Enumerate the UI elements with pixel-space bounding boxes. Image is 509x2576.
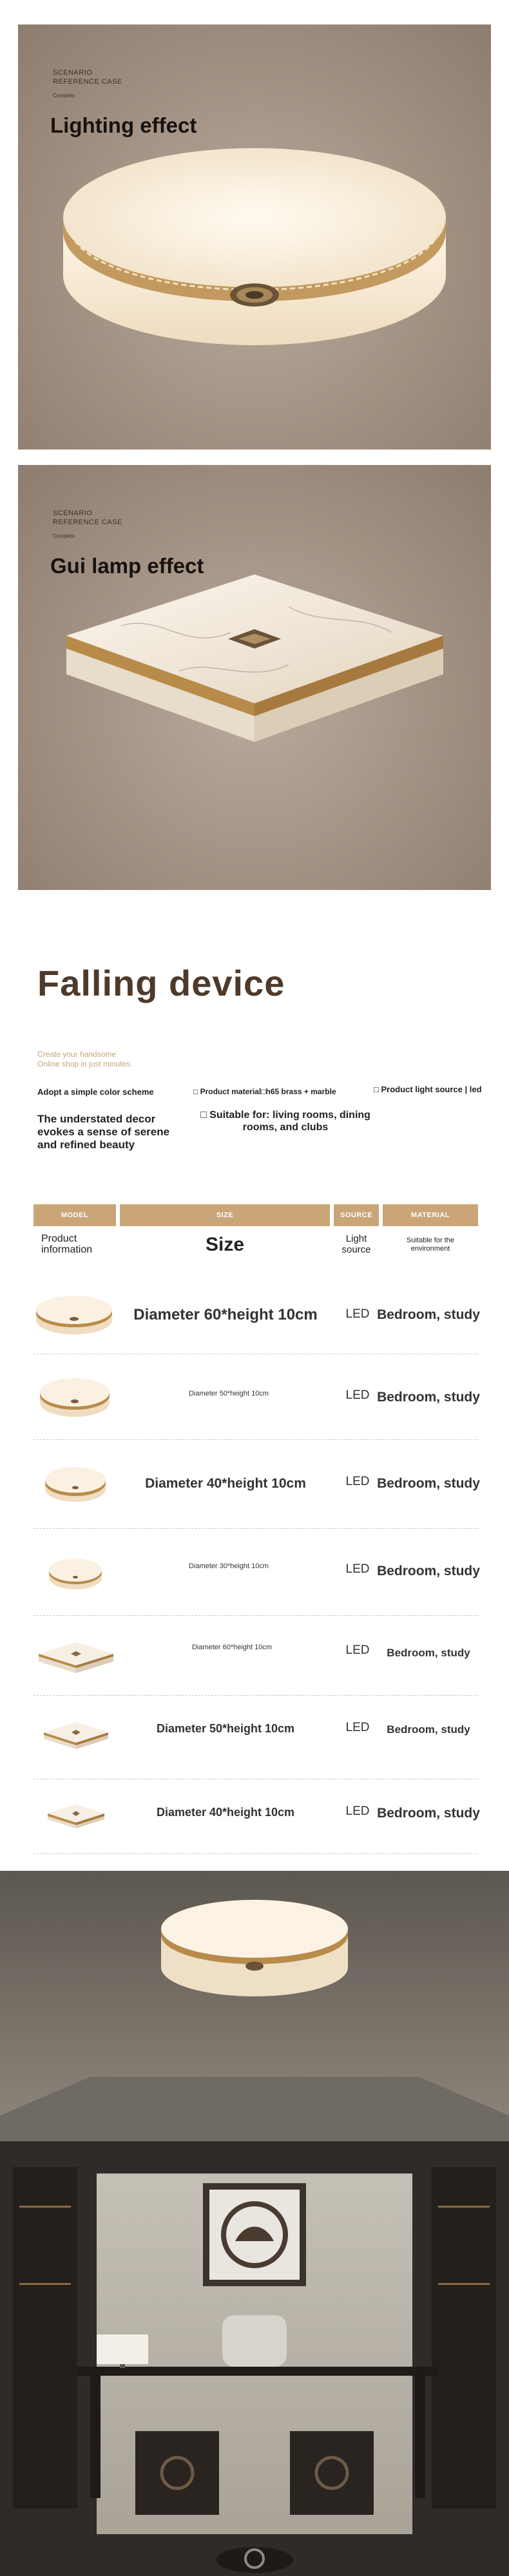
feature-light-source-text: Product light source | led (381, 1084, 482, 1094)
checkbox-icon: □ (374, 1084, 379, 1094)
round-lamp-thumbnail (46, 1553, 104, 1591)
reference-case-label: REFERENCE CASE (53, 518, 122, 526)
row-divider (34, 1615, 478, 1616)
hero-panel-lighting-effect (18, 24, 491, 450)
checkbox-icon: □ (200, 1110, 210, 1121)
row-environment: Bedroom, study (377, 1307, 480, 1322)
row-environment: Bedroom, study (377, 1806, 480, 1821)
header-size: SIZE (120, 1204, 330, 1226)
row-environment: Bedroom, study (377, 1390, 480, 1405)
table-row (0, 1531, 509, 1614)
row-environment: Bedroom, study (377, 1476, 480, 1491)
scenario-label: SCENARIO (53, 69, 93, 77)
row-source: LED (345, 1562, 370, 1576)
row-divider (34, 1528, 478, 1529)
row-size: Diameter 30*height 10cm (188, 1562, 269, 1570)
table-row (0, 1698, 509, 1779)
table-row (0, 1282, 509, 1351)
square-lamp-thumbnail (45, 1799, 107, 1834)
decor-line-2: evokes a sense of serene (37, 1126, 170, 1138)
row-size: Diameter 40*height 10cm (156, 1806, 295, 1819)
panel-headline: Lighting effect (50, 113, 197, 137)
table-row (0, 1618, 509, 1695)
row-size: Diameter 60*height 10cm (191, 1643, 273, 1651)
row-size: Diameter 40*height 10cm (145, 1476, 306, 1491)
checkbox-icon: □ (193, 1087, 198, 1096)
row-source: LED (345, 1307, 370, 1321)
table-row (0, 1356, 509, 1437)
feature-color-scheme: Adopt a simple color scheme (37, 1087, 154, 1097)
feature-light-source (374, 1084, 482, 1094)
decor-line-1: The understated decor (37, 1113, 156, 1125)
subheader-material: Suitable for the environment (407, 1236, 454, 1253)
row-environment: Bedroom, study (387, 1723, 470, 1736)
row-environment: Bedroom, study (377, 1564, 480, 1578)
square-lamp-thumbnail (41, 1717, 111, 1754)
subheader-size: Size (205, 1234, 245, 1255)
row-source: LED (345, 1643, 370, 1657)
row-size: Diameter 60*height 10cm (133, 1306, 318, 1323)
panel-headline: Gui lamp effect (50, 554, 204, 578)
row-divider (34, 1695, 478, 1696)
mini-label: Completo (53, 533, 75, 539)
note-line-1: Create your handsome (37, 1050, 117, 1059)
header-material: MATERIAL (383, 1204, 478, 1226)
round-lamp-thumbnail (37, 1373, 112, 1418)
subheader-source: Light source (341, 1233, 371, 1255)
subheader-model: Product information (41, 1233, 93, 1255)
mini-label: Completo (53, 93, 75, 99)
round-lamp-thumbnail (34, 1291, 115, 1337)
header-model: MODEL (34, 1204, 116, 1226)
suitable-line-2: rooms, and clubs (242, 1122, 329, 1133)
row-source: LED (345, 1804, 370, 1818)
row-size: Diameter 50*height 10cm (156, 1722, 295, 1735)
row-size: Diameter 50*height 10cm (188, 1390, 269, 1397)
hero-panel-gui-lamp-effect (18, 465, 491, 890)
feature-material (193, 1087, 336, 1096)
decor-line-3: and refined beauty (37, 1139, 135, 1151)
room-scene-image (0, 1871, 509, 2576)
feature-decor (37, 1113, 169, 1151)
square-lamp-thumbnail (36, 1637, 116, 1680)
square-ceiling-lamp-image (18, 465, 491, 890)
round-lamp-thumbnail (43, 1462, 108, 1503)
feature-material-text: Product material□h65 brass + marble (200, 1087, 336, 1096)
reference-case-label: REFERENCE CASE (53, 78, 122, 86)
section-title: Falling device (37, 963, 285, 1003)
table-row (0, 1781, 509, 1853)
row-divider (34, 1439, 478, 1440)
header-source: SOURCE (334, 1204, 379, 1226)
table-row (0, 1443, 509, 1526)
row-source: LED (345, 1388, 370, 1402)
scenario-label: SCENARIO (53, 509, 93, 517)
round-ceiling-lamp-image (18, 24, 491, 450)
study-room-illustration (0, 1871, 509, 2576)
row-source: LED (345, 1475, 370, 1488)
feature-suitable (192, 1109, 379, 1133)
row-source: LED (345, 1721, 370, 1734)
note-line-2: Online shop in just minutes. (37, 1059, 133, 1068)
suitable-line-1: □ Suitable for: living rooms, dining (200, 1110, 370, 1121)
row-environment: Bedroom, study (387, 1647, 470, 1659)
row-divider (34, 1853, 478, 1854)
